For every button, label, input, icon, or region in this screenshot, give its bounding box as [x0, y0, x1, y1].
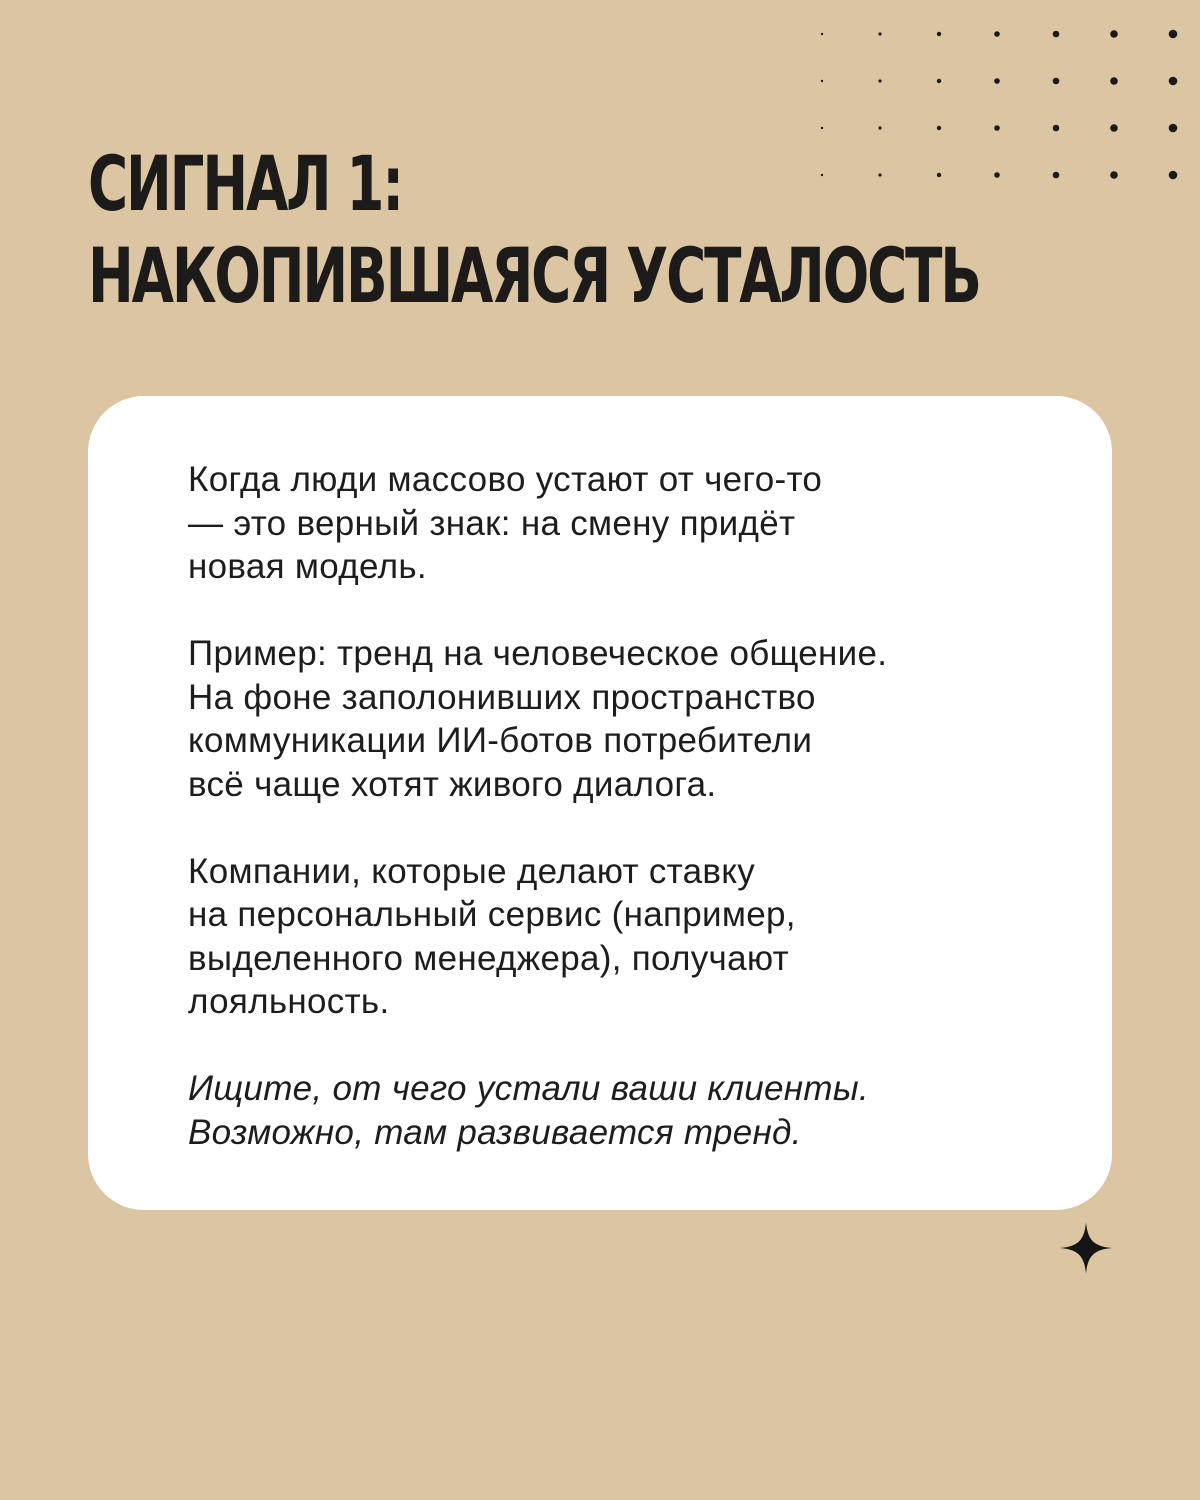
dot	[937, 126, 941, 130]
dot	[1053, 78, 1060, 85]
dot	[1053, 31, 1060, 38]
dot	[937, 79, 941, 83]
paragraph-intro: Когда люди массово устают от чего-то — это верный знак: на смену придёт новая модель.	[188, 460, 823, 586]
dot	[878, 32, 881, 35]
dot	[1110, 77, 1118, 85]
title-line-1: СИГНАЛ 1:	[88, 139, 402, 228]
dot	[1053, 125, 1060, 132]
dot	[994, 172, 1000, 178]
dot	[1110, 124, 1118, 132]
dot	[937, 32, 941, 36]
dot	[878, 126, 881, 129]
page-title	[88, 138, 980, 322]
card-text	[188, 458, 1048, 1154]
paragraph-closing: Ищите, от чего устали ваши клиенты. Возможно, там развивается тренд.	[188, 1069, 869, 1152]
dot	[1053, 172, 1060, 179]
dot	[1169, 30, 1178, 39]
sparkle-star-icon	[1058, 1220, 1114, 1276]
title-line-2: НАКОПИВШАЯСЯ УСТАЛОСТЬ	[88, 231, 980, 320]
dot	[878, 79, 881, 82]
content-card	[88, 396, 1112, 1210]
dot	[1110, 171, 1118, 179]
dot	[994, 31, 1000, 37]
dot	[994, 78, 1000, 84]
dot	[1169, 171, 1178, 180]
dot	[994, 125, 1000, 131]
dot	[821, 127, 823, 129]
paragraph-companies: Компании, которые делают ставку на персональный сервис (например, выделенного менеджера), получают лояльность.	[188, 851, 796, 1021]
dot	[1169, 124, 1178, 133]
dot	[1169, 77, 1178, 86]
dot	[821, 80, 823, 82]
paragraph-example: Пример: тренд на человеческое общение. На фоне заполонивших пространство коммуникации ИИ-ботов потребители всё чаще хотят живого диалога.	[188, 634, 888, 804]
dot	[821, 33, 823, 35]
dot	[1110, 30, 1118, 38]
